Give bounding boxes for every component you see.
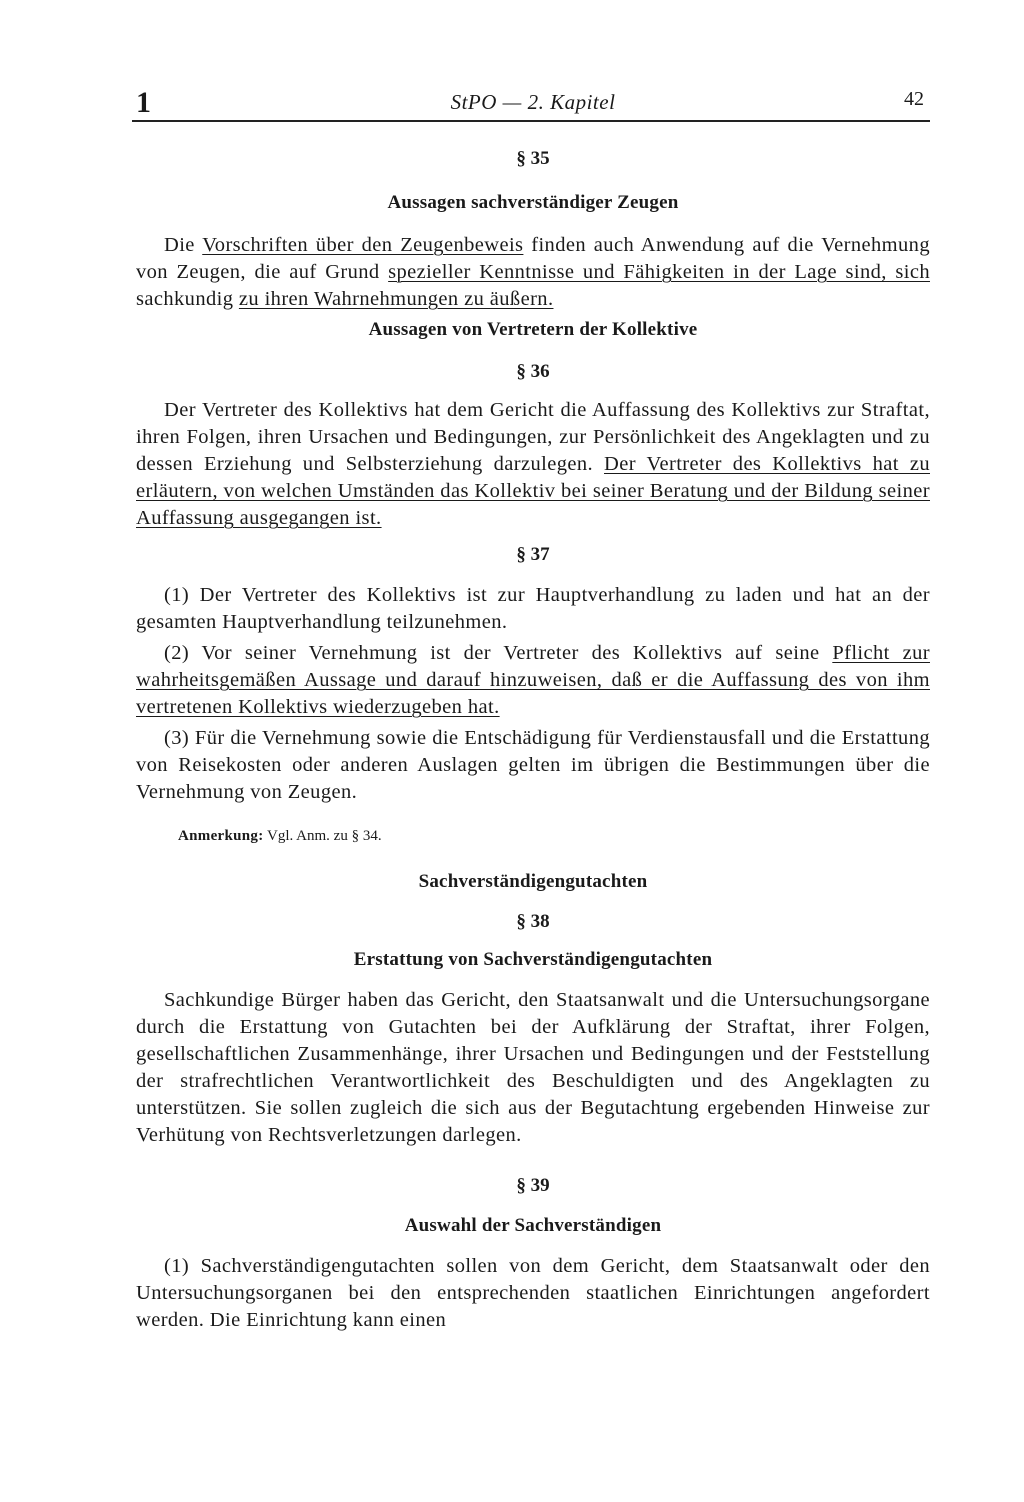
s39-paragraph-1: (1) Sachverständigengutachten sollen von dem Gericht, dem Staatsanwalt oder den Untersuchungsorganen bei den entsprechenden staatlichen Einrichtungen angefordert werden. Die Einrichtung kann einen [136, 1255, 930, 1331]
handwritten-underline: zu ihren Wahrnehmungen zu äußern. [238, 288, 554, 310]
handwritten-underline: Pflicht zur wahrheitsgemäßen Aussage und darauf hinzuweisen, daß er die Auffassung des von ihm vertretenen Kollektivs wiederzugeben hat. [136, 642, 930, 718]
s36-number: § 36 [516, 361, 550, 382]
running-title: StPO — 2. Kapitel [450, 90, 616, 114]
s37-paragraph-2: (2) Vor seiner Vernehmung ist der Vertreter des Kollektivs auf seine Pflicht zur wahrheitsgemäßen Aussage und darauf hinzuweisen, daß er die Auffassung des von ihm vertretenen Kollektivs wiederzugeben hat. [136, 642, 930, 718]
s37-paragraph-1: (1) Der Vertreter des Kollektivs ist zur Hauptverhandlung zu laden und hat an der gesamten Hauptverhandlung teilzunehmen. [136, 584, 930, 633]
s36-paragraph: Der Vertreter des Kollektivs hat dem Gericht die Auffassung des Kollektivs zur Straftat, ihren Folgen, ihren Ursachen und Bedingungen, zur Persönlichkeit des Angeklagten und zu dessen Erziehung und Selbsterziehung darzulegen. Der Vertreter des Kollektivs hat zu erläutern, von welchen Umständen das Kollektiv bei seiner Beratung und der Bildung seiner Auffassung ausgegangen ist. [136, 399, 930, 529]
section-number: § 35 [516, 148, 550, 169]
group-title-kollektive: Aussagen von Vertretern der Kollektive [368, 319, 698, 340]
s35-title: Aussagen sachverständiger Zeugen [387, 192, 679, 213]
s38-title: Erstattung von Sachverständigengutachten [353, 949, 713, 970]
s39-title: Auswahl der Sachverständigen [404, 1215, 662, 1236]
handwritten-underline: spezieller Kenntnisse und Fähigkeiten in der Lage sind, sich [388, 261, 930, 283]
s39-number: § 39 [516, 1175, 550, 1196]
s37-number: § 37 [516, 544, 550, 565]
handwritten-underline: Vorschriften über den Zeugenbeweis [202, 234, 524, 256]
s35-number [136, 148, 930, 172]
s37-paragraph-3: (3) Für die Vernehmung sowie die Entschädigung für Verdienstausfall und die Erstattung von Reisekosten oder anderen Auslagen gelten im übrigen die Bestimmungen über die Vernehmung von Zeugen. [136, 727, 930, 803]
page-marker: 1 [136, 86, 151, 119]
s37-note [136, 828, 930, 845]
s35-paragraph: Die Vorschriften über den Zeugenbeweis finden auch Anwendung auf die Vernehmung von Zeugen, die auf Grund spezieller Kenntnisse und Fähigkeiten in der Lage sind, sich sachkundig zu ihren Wahrnehmungen zu äußern. [136, 234, 930, 310]
page-body [136, 148, 930, 1334]
group-title-gutachten: Sachverständigengutachten [418, 871, 648, 892]
s38-paragraph: Sachkundige Bürger haben das Gericht, den Staatsanwalt und die Untersuchungsorgane durch die Erstattung von Gutachten bei der Aufklärung der Straftat, ihrer Folgen, gesellschaftlichen Zusammenhänge, ihrer Ursachen und Bedingungen und der Feststellung der strafrechtlichen Verantwortlichkeit des Beschuldigten und des Angeklagten zu unterstützen. Sie sollen zugleich die sich aus der Begutachtung ergebenden Hinweise zur Verhütung von Rechtsverletzungen darlegen. [136, 989, 930, 1146]
running-header [136, 86, 930, 118]
note-text: Vgl. Anm. zu § 34. [263, 828, 382, 844]
s38-number: § 38 [516, 911, 550, 932]
header-rule [132, 120, 930, 122]
note-label: Anmerkung: [178, 828, 264, 844]
page-number: 42 [904, 88, 924, 110]
handwritten-underline: Der Vertreter des Kollektivs hat zu erläutern, von welchen Umständen das Kollektiv bei seiner Beratung und der Bildung seiner Auffassung ausgegangen ist. [136, 453, 930, 529]
